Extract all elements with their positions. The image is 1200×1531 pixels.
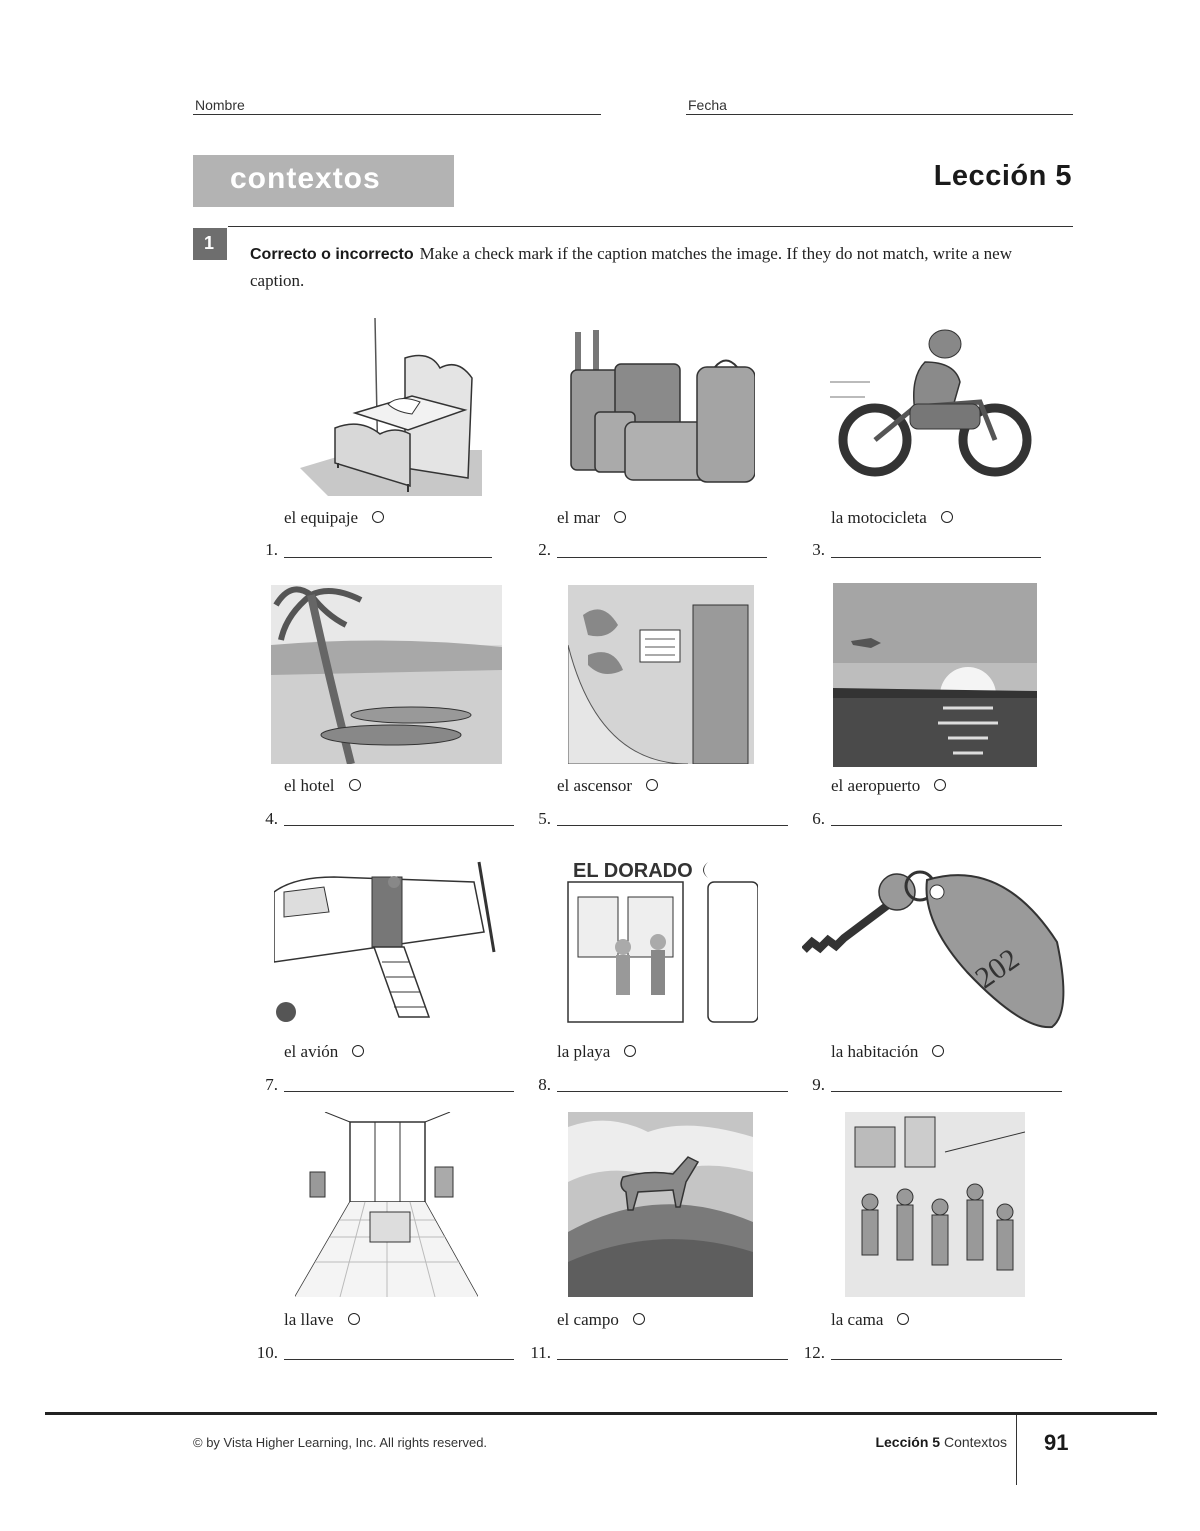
answer-line-9[interactable] xyxy=(831,1091,1062,1092)
caption-12: la cama xyxy=(831,1310,909,1330)
beach-icon xyxy=(271,585,502,764)
key-icon xyxy=(802,862,1069,1030)
answer-line-1[interactable] xyxy=(284,557,492,558)
activity-number: 1 xyxy=(204,233,215,253)
check-circle-10[interactable] xyxy=(348,1313,360,1325)
answer-number-11: 11. xyxy=(530,1343,551,1362)
footer-vertical-divider xyxy=(1016,1415,1017,1485)
footer-lesson xyxy=(875,1434,1007,1450)
hotel-sign-text: EL DORADO xyxy=(573,860,693,882)
answer-line-10[interactable] xyxy=(284,1359,514,1360)
motorcycle-icon xyxy=(830,322,1035,487)
answer-line-4[interactable] xyxy=(284,825,514,826)
answer-line-8[interactable] xyxy=(557,1091,788,1092)
check-circle-8[interactable] xyxy=(624,1045,636,1057)
caption-5: el ascensor xyxy=(557,776,658,796)
answer-line-12[interactable] xyxy=(831,1359,1062,1360)
answer-number-9: 9. xyxy=(812,1075,825,1094)
answer-line-6[interactable] xyxy=(831,825,1062,826)
luggage-icon xyxy=(565,322,755,487)
caption-11: el campo xyxy=(557,1310,645,1330)
activity-number-box xyxy=(193,228,227,260)
caption-2: el mar xyxy=(557,508,626,528)
answer-number-2: 2. xyxy=(538,540,551,559)
footer-lesson-bold: Lección 5 xyxy=(875,1434,941,1450)
answer-line-3[interactable] xyxy=(831,557,1041,558)
check-circle-6[interactable] xyxy=(934,779,946,791)
horse-field-icon xyxy=(568,1112,753,1297)
key-tag-number: 202 xyxy=(969,942,1026,996)
bed-icon xyxy=(300,318,482,496)
caption-3: la motocicleta xyxy=(831,508,953,528)
check-circle-7[interactable] xyxy=(352,1045,364,1057)
divider xyxy=(228,226,1073,227)
caption-4: el hotel xyxy=(284,776,361,796)
airport-crowd-icon xyxy=(845,1112,1025,1297)
caption-10: la llave xyxy=(284,1310,360,1330)
date-label: Fecha xyxy=(688,97,727,113)
name-label: Nombre xyxy=(195,97,245,113)
lesson-title: Lección 5 xyxy=(933,160,1072,192)
answer-number-7: 7. xyxy=(265,1075,278,1094)
caption-9: la habitación xyxy=(831,1042,944,1062)
answer-number-6: 6. xyxy=(812,809,825,828)
elevator-icon xyxy=(568,585,754,764)
answer-number-5: 5. xyxy=(538,809,551,828)
section-title: contextos xyxy=(230,162,381,195)
answer-line-2[interactable] xyxy=(557,557,767,558)
sunset-sea-icon xyxy=(833,583,1037,767)
answer-line-11[interactable] xyxy=(557,1359,788,1360)
check-circle-2[interactable] xyxy=(614,511,626,523)
answer-number-3: 3. xyxy=(812,540,825,559)
answer-number-4: 4. xyxy=(265,809,278,828)
check-circle-4[interactable] xyxy=(349,779,361,791)
caption-1: el equipaje xyxy=(284,508,384,528)
answer-number-10: 10. xyxy=(256,1343,278,1362)
page-number: 91 xyxy=(1044,1430,1069,1455)
hotel-entrance-icon xyxy=(548,842,758,1024)
answer-number-8: 8. xyxy=(538,1075,551,1094)
answer-number-12: 12. xyxy=(803,1343,825,1362)
footer-divider xyxy=(45,1412,1157,1415)
check-circle-1[interactable] xyxy=(372,511,384,523)
answer-line-5[interactable] xyxy=(557,825,788,826)
activity-instructions xyxy=(250,241,1070,294)
footer-lesson-rest: Contextos xyxy=(940,1434,1007,1450)
check-circle-9[interactable] xyxy=(932,1045,944,1057)
check-circle-11[interactable] xyxy=(633,1313,645,1325)
hotel-room-icon xyxy=(295,1112,478,1297)
check-circle-5[interactable] xyxy=(646,779,658,791)
copyright-text: © by Vista Higher Learning, Inc. All rights reserved. xyxy=(193,1435,488,1450)
activity-title: Correcto o incorrecto xyxy=(250,246,414,263)
check-circle-3[interactable] xyxy=(941,511,953,523)
date-field[interactable] xyxy=(686,114,1073,115)
caption-7: el avión xyxy=(284,1042,364,1062)
activity-instructions-text: Make a check mark if the caption matches the image. If they do not match, write a new caption. xyxy=(250,244,1013,290)
airplane-icon xyxy=(274,842,498,1024)
caption-6: el aeropuerto xyxy=(831,776,946,796)
section-title-box xyxy=(193,155,454,207)
check-circle-12[interactable] xyxy=(897,1313,909,1325)
answer-number-1: 1. xyxy=(265,540,278,559)
answer-line-7[interactable] xyxy=(284,1091,514,1092)
name-field[interactable] xyxy=(193,114,601,115)
caption-8: la playa xyxy=(557,1042,636,1062)
